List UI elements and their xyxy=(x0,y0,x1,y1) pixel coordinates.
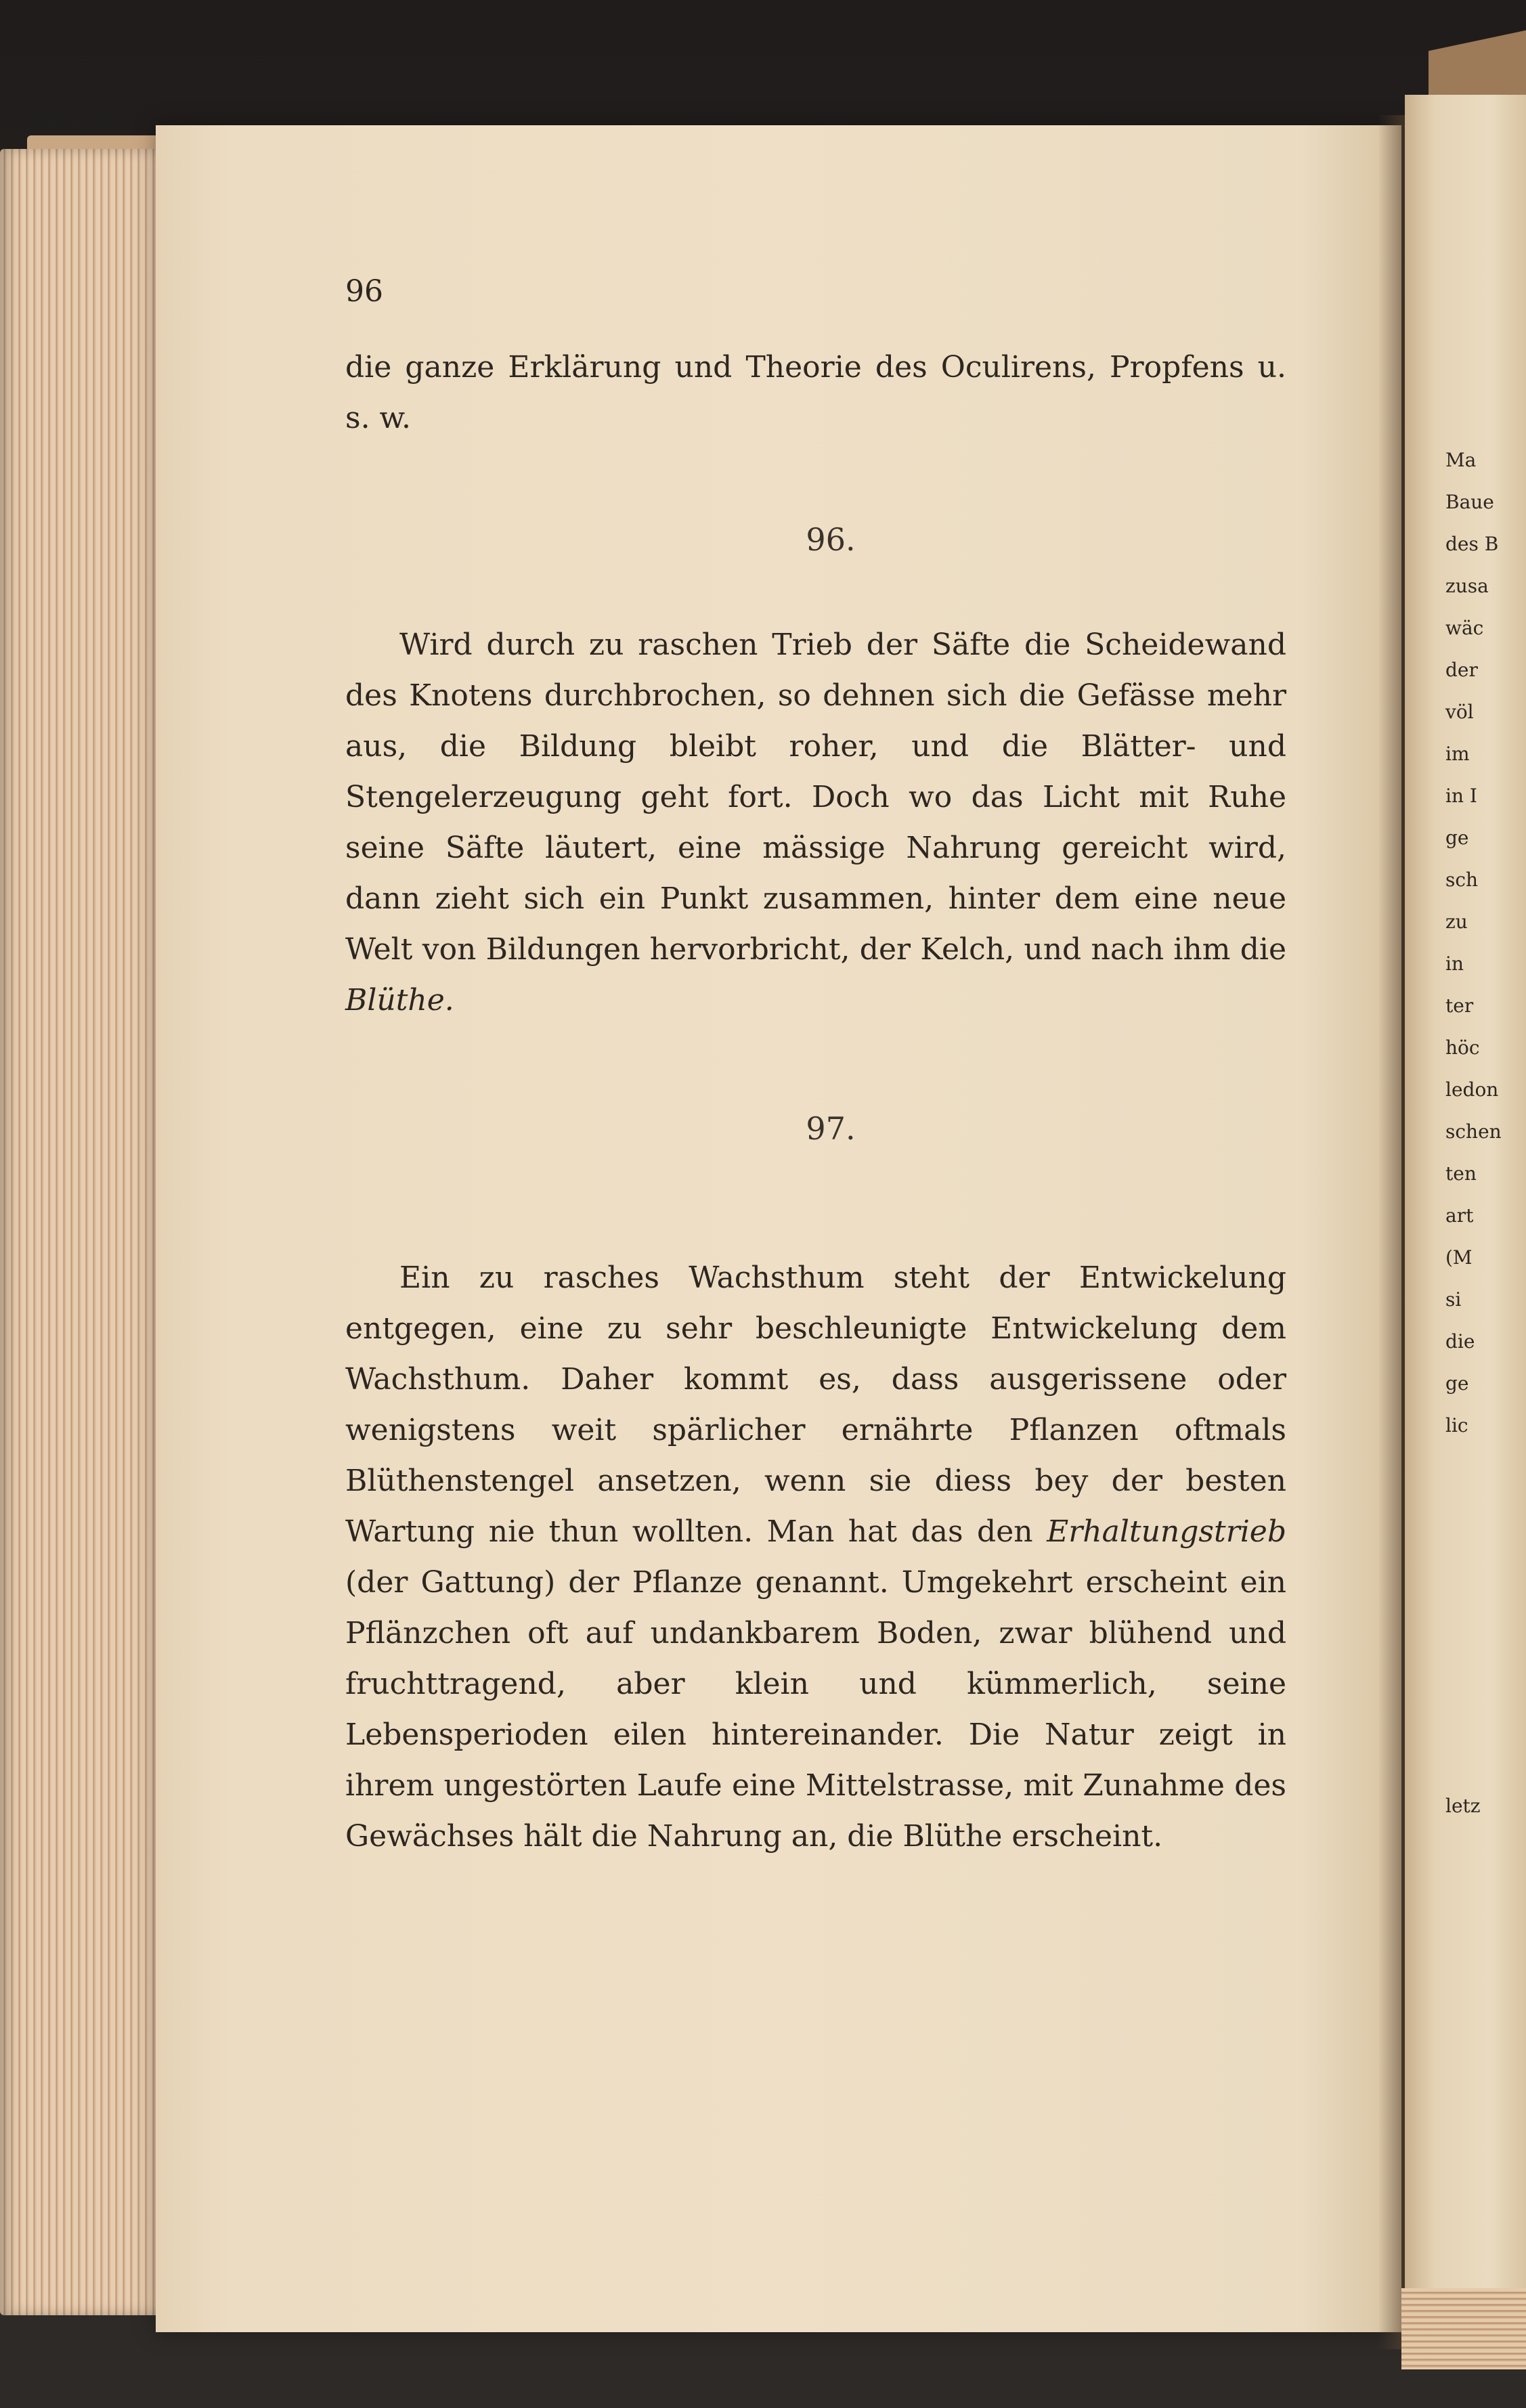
book-page xyxy=(156,125,1401,2332)
facing-page-fragment: art xyxy=(1445,1204,1474,1227)
facing-page-fragment: ledon xyxy=(1445,1078,1499,1101)
section-96-text: Wird durch zu raschen Trieb der Säfte die Scheidewand des Knotens durchbrochen, so dehnen sich die Gefässe mehr aus, die Bildung bleibt roher, und die Blätter- und Stengelerzeugung geht fort. Doch wo das Licht mit Ruhe seine Säfte läutert, eine mässige Nahrung gereicht wird, dann zieht sich ein Punkt zusammen, hinter dem eine neue Welt von Bildungen hervorbricht, der Kelch, und nach ihm die xyxy=(345,628,1286,967)
section-97-text-after: (der Gattung) der Pflanze genannt. Umgekehrt erscheint ein Pflänzchen oft auf undankbarem Boden, zwar blühend und fruchttragend, aber klein und kümmerlich, seine Lebensperioden eilen hintereinander. Die Natur zeigt in ihrem ungestörten Laufe eine Mittelstrasse, mit Zunahme des Gewächses hält die Nahrung an, die Blüthe erscheint. xyxy=(345,1565,1286,1854)
facing-page-fragment: schen xyxy=(1445,1120,1502,1143)
facing-page-fragment: ge xyxy=(1445,827,1469,849)
facing-page-fragment: lic xyxy=(1445,1414,1468,1437)
facing-page-fragment: letz xyxy=(1445,1795,1481,1817)
facing-page-fragment: im xyxy=(1445,743,1470,765)
facing-page-fragment: in I xyxy=(1445,785,1477,807)
facing-page-fragment: ter xyxy=(1445,994,1474,1017)
facing-page-fragment: der xyxy=(1445,659,1478,681)
section-97-paragraph xyxy=(345,1252,1286,1862)
section-heading-97: 97. xyxy=(806,1110,856,1147)
continuation-paragraph: die ganze Erklärung und Theorie des Oculirens, Propfens u. s. w. xyxy=(345,350,1286,435)
facing-page-fragment: ten xyxy=(1445,1162,1477,1185)
facing-page-fragment: die xyxy=(1445,1330,1475,1353)
facing-page-fragment: des B xyxy=(1445,533,1499,555)
page-number: 96 xyxy=(345,274,383,309)
section-heading-96: 96. xyxy=(806,521,856,558)
section-96-paragraph xyxy=(345,619,1286,1026)
facing-page-edges xyxy=(1401,2288,1526,2369)
facing-page-fragment: zu xyxy=(1445,911,1468,933)
section-97-text: Ein zu rasches Wachsthum steht der Entwickelung entgegen, eine zu sehr beschleunigte Entwickelung dem Wachsthum. Daher kommt es, dass ausgerissene oder wenigstens weit spärlicher ernährte Pflanzen oftmals Blüthenstengel ansetzen, wenn sie diess bey der besten Wartung nie thun wollten. Man hat das den xyxy=(345,1261,1286,1549)
facing-page-fragment: si xyxy=(1445,1288,1462,1311)
section-97-emphasis: Erhaltungstrieb xyxy=(1047,1514,1286,1549)
page-edges-left xyxy=(0,149,169,2315)
facing-page-fragment: ge xyxy=(1445,1372,1469,1395)
section-96-emphasis: Blüthe. xyxy=(345,983,454,1017)
facing-page-fragment: höc xyxy=(1445,1036,1480,1059)
facing-page-fragment: zusa xyxy=(1445,575,1489,597)
facing-page-fragment: Ma xyxy=(1445,449,1477,471)
facing-page-fragment: in xyxy=(1445,953,1464,975)
facing-page-fragment: wäc xyxy=(1445,617,1484,639)
facing-page-fragment: Baue xyxy=(1445,491,1494,513)
facing-page-fragment: völ xyxy=(1445,701,1474,723)
facing-page-fragment: sch xyxy=(1445,869,1479,891)
facing-page-fragment: (M xyxy=(1445,1246,1473,1269)
